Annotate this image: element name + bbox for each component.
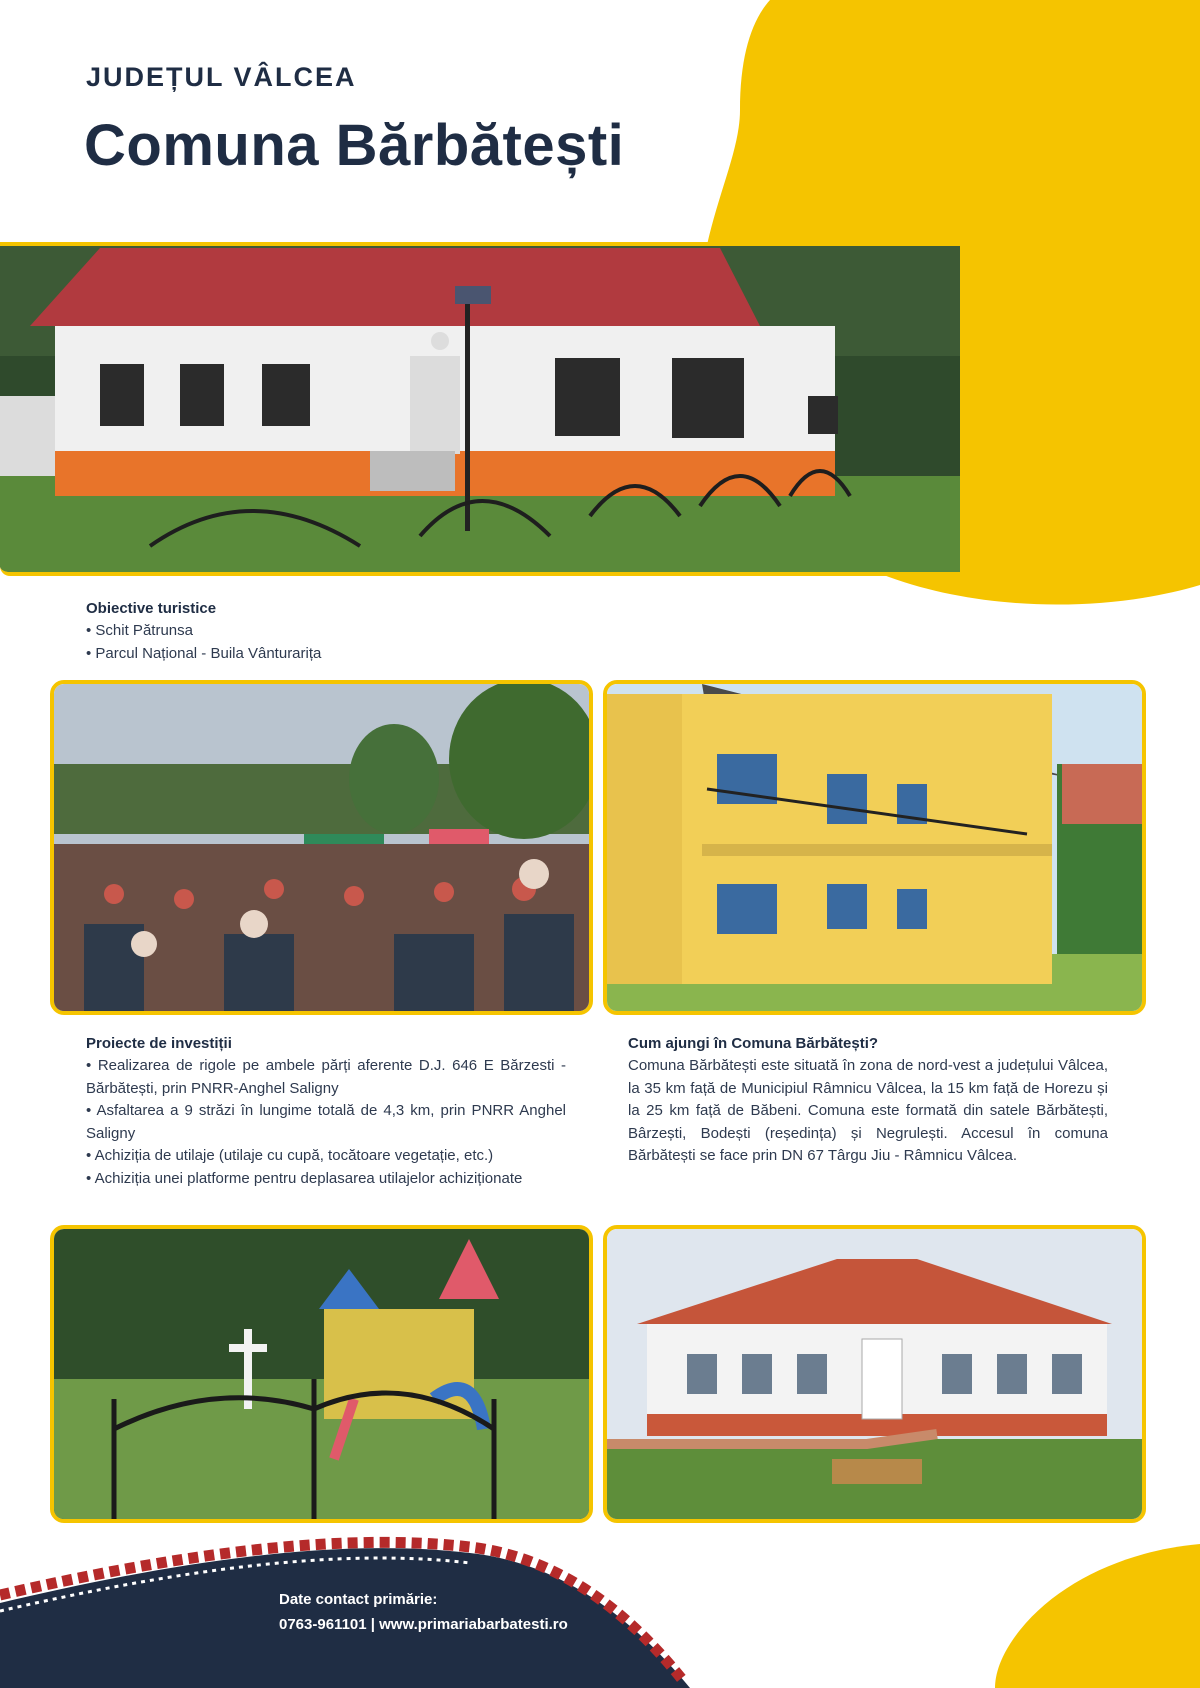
page-title: Comuna Bărbătești [84, 113, 625, 178]
tourist-heading: Obiective turistice [86, 600, 217, 617]
investment-item: • Achiziția de utilaje (utilaje cu cupă, tocătoare vegetație, etc.) [86, 1145, 566, 1168]
playground-photo [50, 1225, 593, 1523]
town-hall-illustration [0, 246, 960, 576]
investment-item: • Realizarea de rigole pe ambele părți aferente D.J. 646 E Bărzesti - Bărbătești, prin PNRR-Anghel Saligny [86, 1055, 566, 1100]
festival-photo [50, 680, 593, 1015]
tourist-list [86, 620, 586, 665]
investments-heading: Proiecte de investiții [86, 1035, 232, 1052]
tourist-item: • Schit Pătrunsa [86, 620, 586, 643]
playground-illustration [54, 1229, 589, 1519]
contact-label: Date contact primărie: [279, 1591, 438, 1608]
yellow-building-photo [603, 680, 1146, 1015]
contact-details[interactable]: 0763-961101 | www.primariabarbatesti.ro [279, 1616, 568, 1633]
tourist-item: • Parcul Național - Buila Vânturarița [86, 643, 586, 666]
contact-block [279, 1587, 699, 1637]
white-building-photo [603, 1225, 1146, 1523]
investments-list [86, 1055, 566, 1190]
access-text: Comuna Bărbătești este situată în zona de nord-vest a județului Vâlcea, la 35 km față de Municipiul Râmnicu Vâlcea, la 15 km față de Horezu și la 25 km față de Băbeni. Comuna este formată din satele Bărbătești, Bârzești, Bodești (reședința) și Negrulești. Accesul în comuna Bărbătești se face prin DN 67 Târgu Jiu - Râmnicu Vâlcea. [628, 1057, 1108, 1164]
investment-item: • Asfaltarea a 9 străzi în lungime totală de 4,3 km, prin PNRR Anghel Saligny [86, 1100, 566, 1145]
investment-item: • Achiziția unei platforme pentru deplasarea utilajelor achiziționate [86, 1168, 566, 1191]
yellow-building-illustration [607, 684, 1142, 1011]
access-heading: Cum ajungi în Comuna Bărbătești? [628, 1035, 879, 1052]
hero-photo [0, 242, 960, 576]
white-building-illustration [607, 1229, 1142, 1519]
county-label: JUDEȚUL VÂLCEA [86, 62, 357, 92]
crowd-illustration [54, 684, 589, 1011]
investments-section [86, 1035, 566, 1190]
access-section [628, 1035, 1108, 1168]
tourist-section [86, 600, 586, 665]
